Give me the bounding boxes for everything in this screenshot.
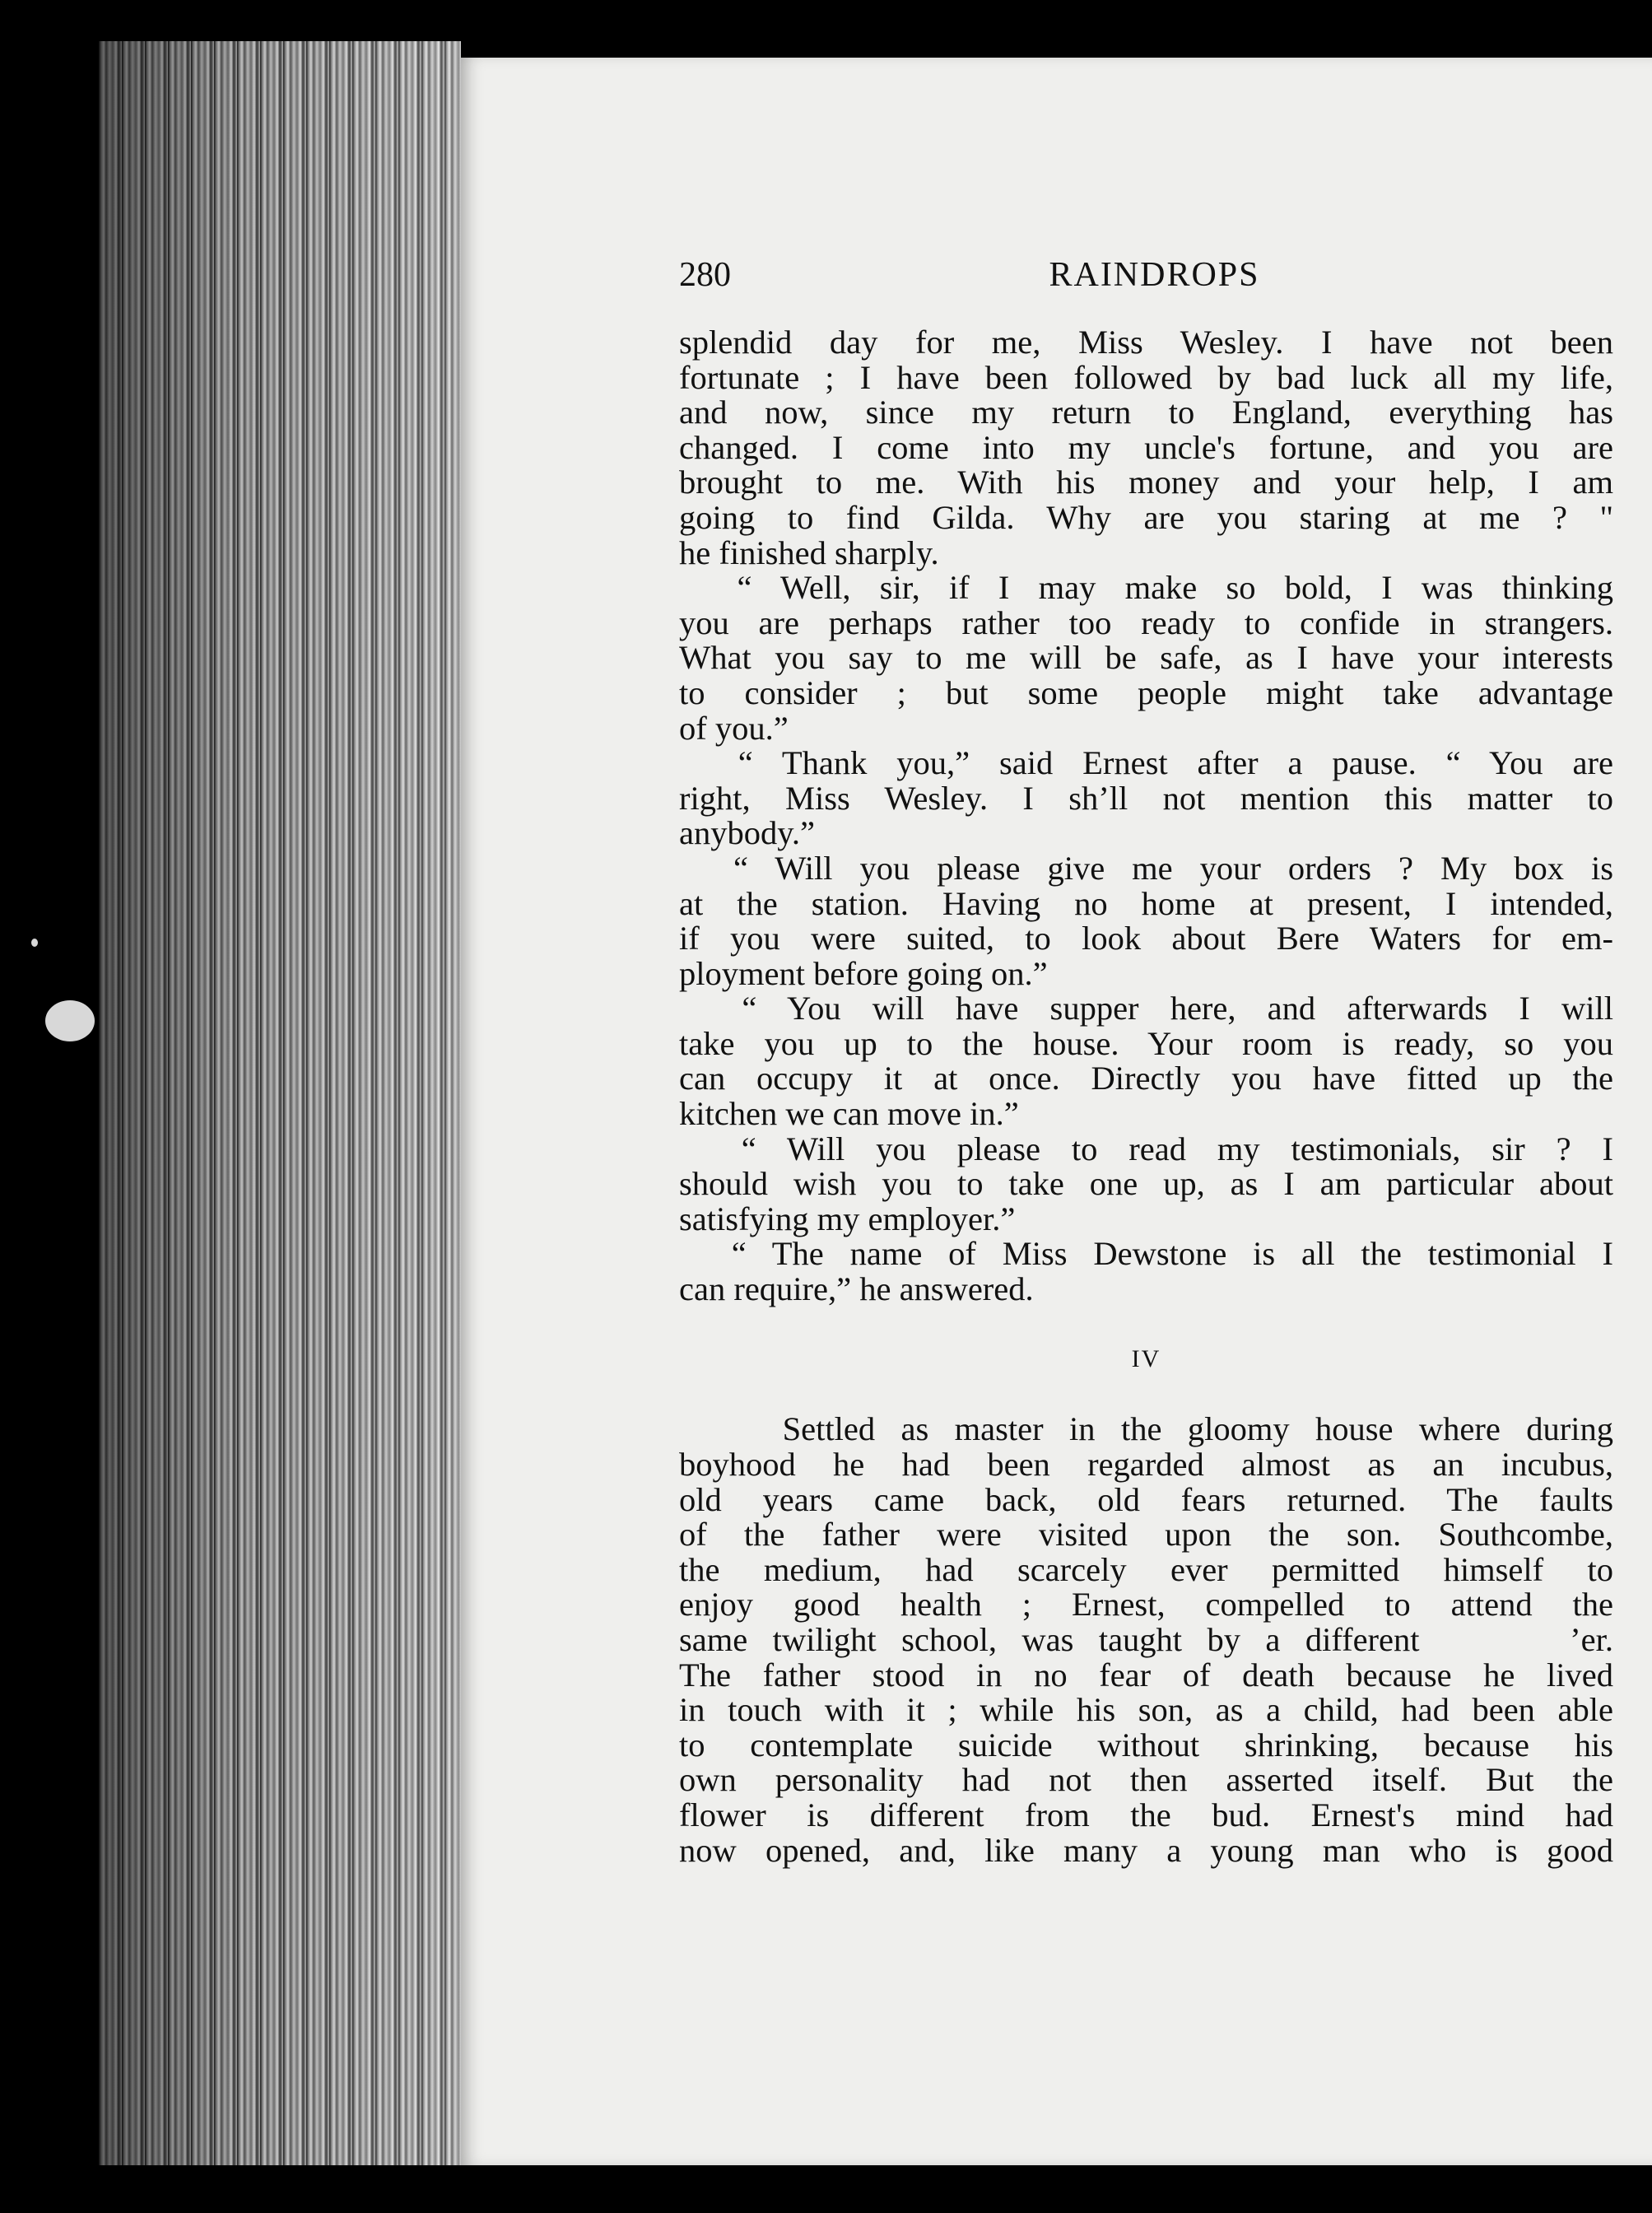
text-line: at the station. Having no home at present, I intended, <box>679 884 1613 922</box>
page-number: 280 <box>679 256 731 294</box>
text-line: in touch with it ; while his son, as a child, had been able <box>679 1691 1613 1729</box>
blank-line <box>679 1307 1613 1343</box>
text-line: can occupy it at once. Directly you have fitted up the <box>679 1060 1613 1097</box>
running-head: RAINDROPS <box>1049 256 1260 294</box>
text-line: Settled as master in the gloomy house where during <box>679 1410 1613 1448</box>
text-line: take you up to the house. Your room is ready, so you <box>679 1024 1613 1062</box>
text-line: “ You will have supper here, and afterwards I will <box>679 990 1613 1027</box>
text-line: splendid day for me, Miss Wesley. I have not been <box>679 324 1613 361</box>
text-line: The father stood in no fear of death because he lived <box>679 1656 1613 1694</box>
text-line: can require,” he answered. <box>679 1270 1034 1308</box>
text-line: satisfying my employer.” <box>679 1200 1016 1237</box>
text-line: you are perhaps rather too ready to confide in strangers. <box>679 603 1613 641</box>
text-line: he finished sharply. <box>679 533 939 571</box>
text-line: should wish you to take one up, as I am particular about <box>679 1165 1613 1203</box>
text-line: kitchen we can move in.” <box>679 1095 1019 1133</box>
text-line: flower is different from the bud. Ernest's mind had <box>679 1796 1613 1833</box>
blank-line <box>679 1377 1613 1413</box>
text-line: enjoy good health ; Ernest, compelled to attend the <box>679 1586 1613 1624</box>
text-line: own personality had not then asserted itself. But the <box>679 1761 1613 1799</box>
text-line: if you were suited, to look about Bere Waters for em- <box>679 920 1613 957</box>
text-line: the medium, had scarcely ever permitted himself to <box>679 1550 1613 1588</box>
text-line: “ Well, sir, if I may make so bold, I was thinking <box>679 569 1613 607</box>
text-line: now opened, and, like many a young man who is good <box>679 1831 1613 1869</box>
text-line: “ Will you please to read my testimonials, sir ? I <box>679 1130 1613 1167</box>
text-line: going to find Gilda. Why are you staring at me ? " <box>679 498 1613 536</box>
page-body-text <box>679 325 1613 1868</box>
text-line: of the father were visited upon the son. Southcombe, <box>679 1516 1613 1554</box>
text-line: and now, since my return to England, everything has <box>679 394 1613 431</box>
text-line: old years came back, old fears returned. The faults <box>679 1480 1613 1518</box>
section-heading: IV <box>1131 1345 1161 1373</box>
text-line: to contemplate suicide without shrinking, because his <box>679 1726 1613 1763</box>
page-edges-shadow <box>99 41 461 2165</box>
text-line: changed. I come into my uncle's fortune, and you are <box>679 428 1613 466</box>
text-line: “ The name of Miss Dewstone is all the testimonial I <box>679 1235 1613 1273</box>
text-line: What you say to me will be safe, as I have your interests <box>679 639 1613 677</box>
text-line: ployment before going on.” <box>679 954 1048 992</box>
text-line: of you.” <box>679 709 789 747</box>
text-line: right, Miss Wesley. I sh’ll not mention this matter to <box>679 779 1613 817</box>
page-header <box>679 255 1613 305</box>
text-line: same twilight school, was taught by a different ’er. <box>679 1620 1613 1658</box>
text-line: to consider ; but some people might take advantage <box>679 673 1613 711</box>
text-line: “ Thank you,” said Ernest after a pause. “ You are <box>679 744 1613 782</box>
text-line: brought to me. With his money and your help, I am <box>679 464 1613 501</box>
text-line: fortunate ; I have been followed by bad luck all my life, <box>679 358 1613 396</box>
text-line: anybody.” <box>679 814 815 852</box>
text-line: boyhood he had been regarded almost as an incubus, <box>679 1446 1613 1483</box>
text-line: “ Will you please give me your orders ? My box is <box>679 849 1613 887</box>
dust-speck <box>45 1000 95 1041</box>
dust-speck <box>31 939 38 947</box>
